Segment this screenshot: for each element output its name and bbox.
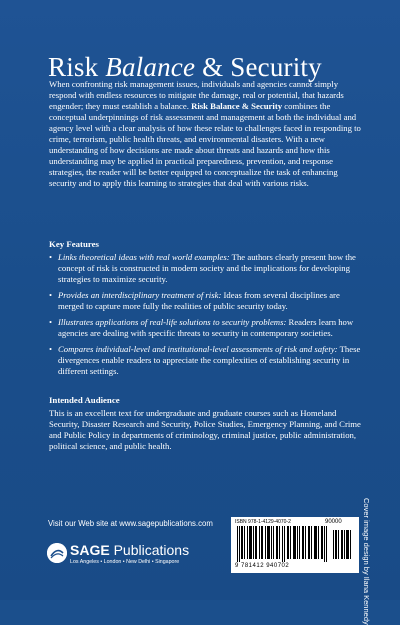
feature-lead: Provides an interdisciplinary treatment of risk:: [58, 290, 222, 300]
cover-credit: Cover image design by Ilana Kennedy: [362, 498, 371, 625]
feature-lead: Compares individual-level and institutional-level assessments of risk and safety:: [58, 344, 338, 354]
feature-text: Ideas from several disciplines are merged to capture more fully the realities of public security today.: [58, 290, 340, 311]
feature-text: Readers learn how agencies are dealing with specific threats to security in contemporary societies.: [58, 317, 354, 338]
barcode-digits: 9 781412 940702: [235, 563, 290, 569]
feature-item: [49, 317, 361, 339]
bullet-icon: •: [49, 290, 53, 300]
isbn-label: ISBN 978-1-4129-4070-2: [235, 519, 291, 525]
title-italic: Balance: [105, 52, 196, 83]
feature-lead: Illustrates applications of real-life solutions to security problems:: [58, 317, 287, 327]
intro-book-name: Risk Balance & Security: [191, 101, 283, 111]
intro-paragraph: [49, 79, 361, 189]
title-part-2: & Security: [195, 52, 322, 83]
barcode-panel: [231, 517, 359, 573]
title-part-1: Risk: [48, 52, 106, 83]
key-features-list: [49, 252, 361, 382]
bullet-icon: •: [49, 317, 53, 327]
feature-item: [49, 344, 361, 377]
intro-text-1: When confronting risk management issues, individuals and agencies cannot simply respond with endless resources to mitigate the damage, real or potential, that hazards engender; they must establish a balance.: [49, 79, 344, 111]
bullet-icon: •: [49, 344, 53, 354]
intended-audience-heading: Intended Audience: [49, 395, 120, 405]
website-link[interactable]: Visit our Web site at www.sagepublications.com: [48, 519, 213, 528]
publisher-cities: Los Angeles • London • New Delhi • Singapore: [70, 559, 180, 565]
sage-logo: [47, 541, 197, 571]
bullet-icon: •: [49, 252, 53, 262]
key-features-heading: Key Features: [49, 239, 99, 249]
intended-audience-text: This is an excellent text for undergraduate and graduate courses such as Homeland Security, Disaster Research and Security, Police Studies, Emergency Planning, and Crime and Public Policy in departments of criminology, criminal justice, public administration, political science, and public health.: [49, 408, 361, 451]
feature-lead: Links theoretical ideas with real world examples:: [58, 252, 230, 262]
feature-text: These divergences enable readers to appreciate the complexities of establishing security in different settings.: [58, 344, 361, 376]
feature-item: [49, 252, 361, 285]
barcode-image: [237, 526, 353, 562]
feature-item: [49, 290, 361, 312]
publisher-name: SAGE Publications: [70, 542, 190, 558]
intro-text-2: combines the conceptual underpinnings of risk assessment and management at both the individual and agency level with a clear analysis of how these relate to challenges faced in responding to crime, terrorism, public health threats, and environmental disasters. With a new understanding of how decisions are made about threats and hazards and how this understanding may be applied in practical preparedness, prevention, and response strategies, the reader will be better equipped to conceptualize the task of enhancing security and to apply this learning to strategies that deal with various risks.: [49, 101, 361, 188]
price-code: 90000: [325, 519, 342, 525]
sage-mark-icon: [47, 543, 67, 563]
feature-text: The authors clearly present how the concept of risk is constructed in modern society and the implications for developing strategies to maximize security.: [58, 252, 356, 284]
